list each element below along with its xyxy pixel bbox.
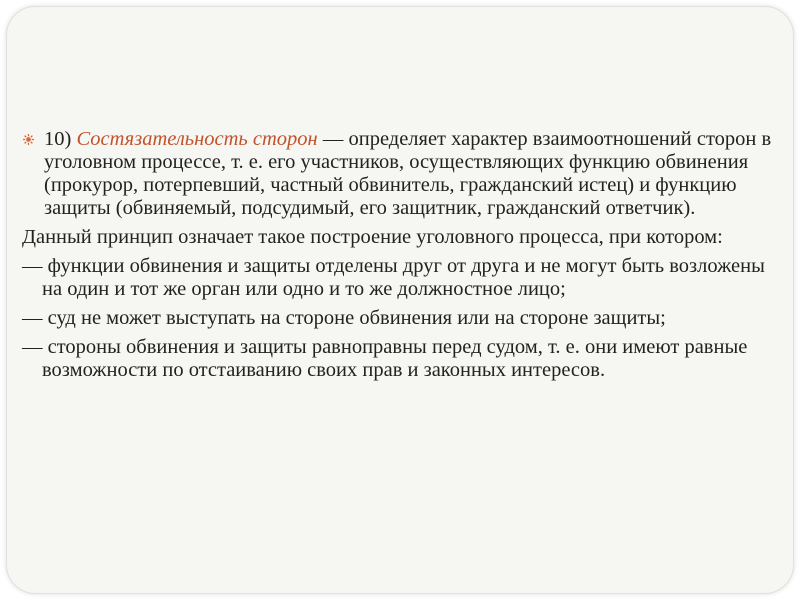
paragraph-intro: Данный принцип означает такое построение уголовного процесса, при котором: bbox=[22, 226, 723, 248]
sun-bullet-icon bbox=[23, 134, 34, 145]
paragraph-item-functions: — функции обвинения и защиты отделены друг от друга и не могут быть возложены на один и тот же орган или одно и то же должностное лицо; bbox=[22, 255, 765, 300]
slide-content bbox=[22, 128, 774, 388]
principle-paragraph bbox=[22, 128, 774, 220]
principle-term: Состязательность сторон bbox=[76, 128, 318, 150]
paragraph-item-equality: — стороны обвинения и защиты равноправны перед судом, т. е. они имеют равные возможности по отстаиванию своих прав и законных интересов. bbox=[22, 336, 748, 381]
principle-definition: — определяет характер взаимоотношений сторон в уголовном процессе, т. е. его участников, осуществляющих функцию обвинения (прокурор, потерпевший, частный обвинитель, гражданский истец) и функцию защиты (обвиняемый, подсудимый, его защитник, гражданский ответчик). bbox=[44, 128, 772, 219]
principle-number: 10) bbox=[44, 128, 72, 150]
paragraph-item-court: — суд не может выступать на стороне обвинения или на стороне защиты; bbox=[22, 307, 666, 329]
